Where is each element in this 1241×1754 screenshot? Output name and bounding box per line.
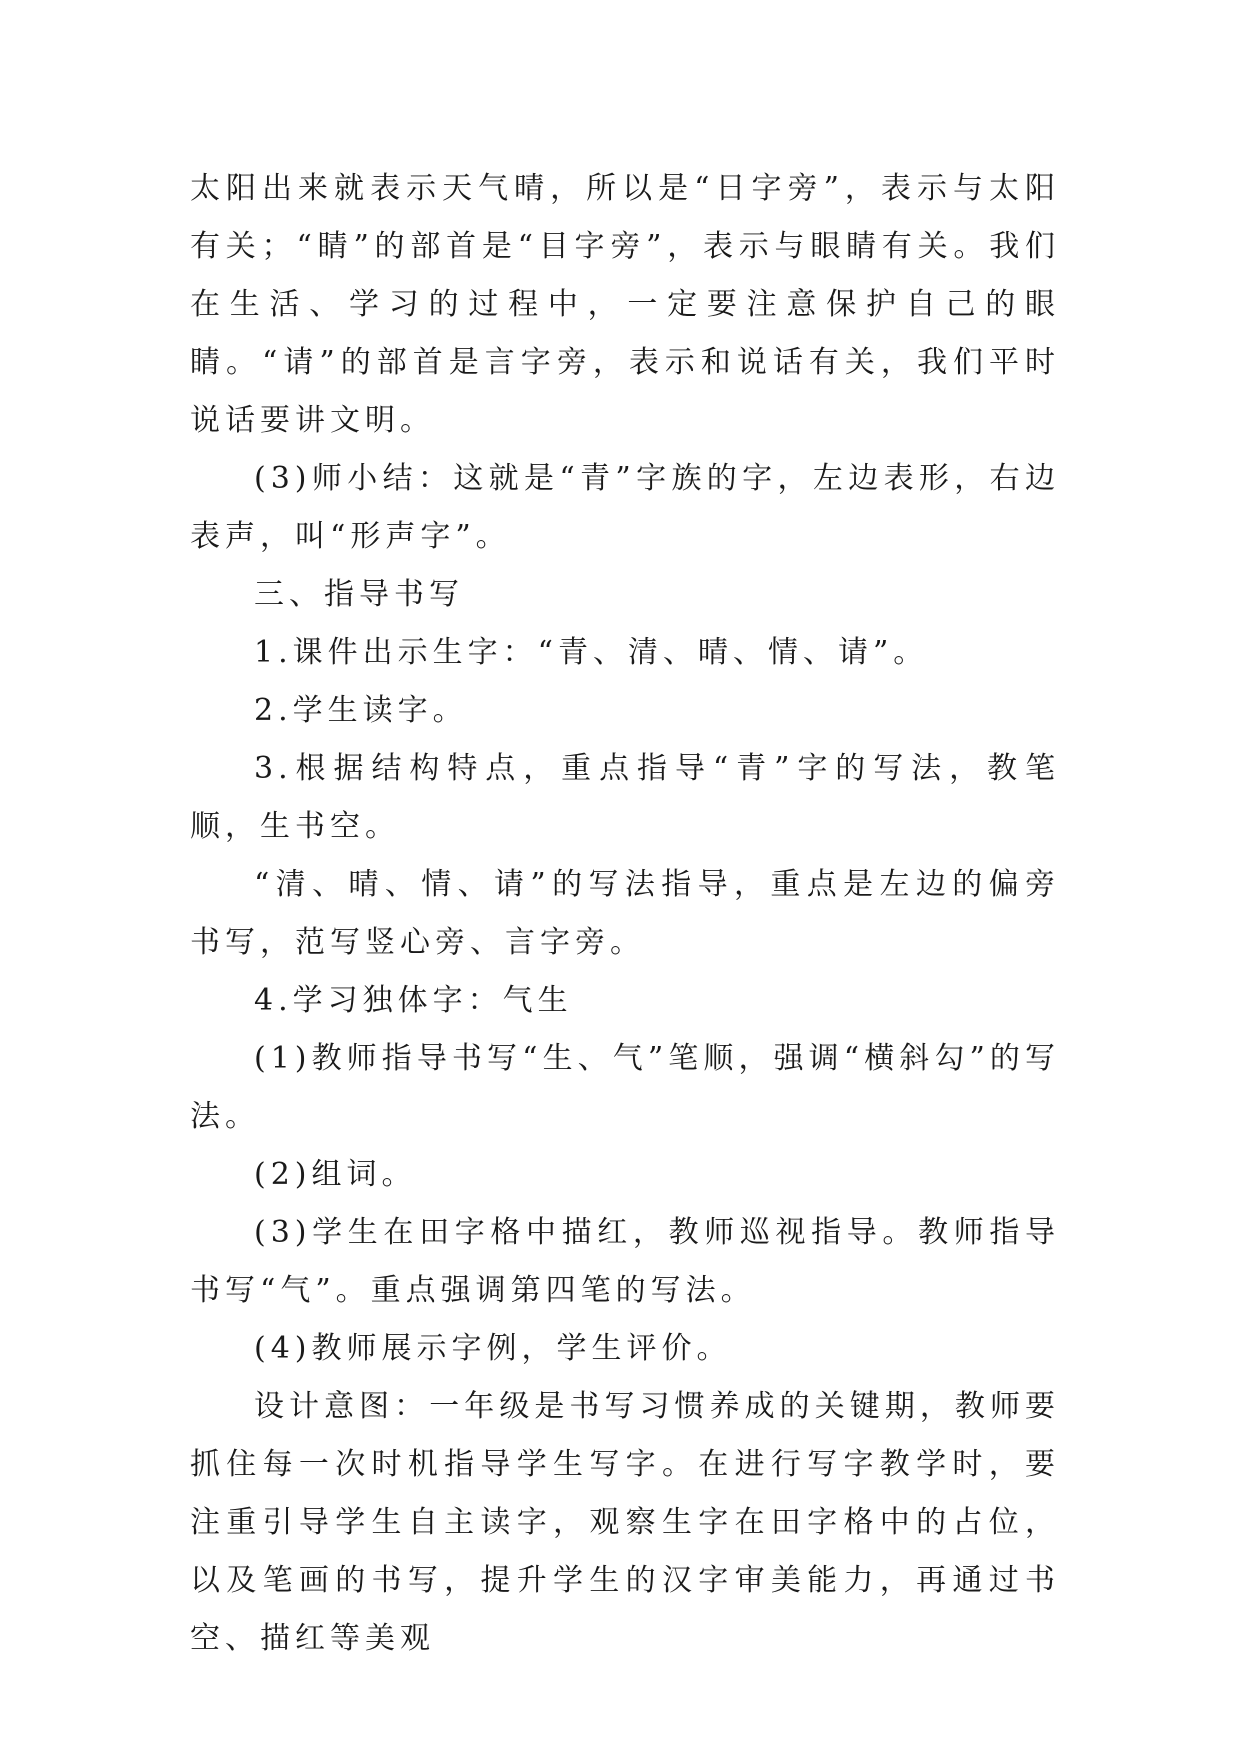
section-heading: 三、指导书写 [254, 577, 464, 612]
paragraph-2: (3)师小结：这就是“青”字族的字，左边表形，右边表声，叫“形声字”。 [190, 461, 1060, 554]
paragraph-11: (3)学生在田字格中描红，教师巡视指导。教师指导书写“气”。重点强调第四笔的写法。 [190, 1215, 1060, 1308]
document-body [190, 160, 1060, 1668]
paragraph-6: 3.根据结构特点，重点指导“青”字的写法，教笔顺，生书空。 [190, 751, 1060, 844]
paragraph-8: 4.学习独体字：气生 [254, 983, 573, 1018]
paragraph-4: 1.课件出示生字：“青、清、晴、情、请”。 [254, 635, 929, 670]
paragraph-5: 2.学生读字。 [254, 693, 468, 728]
paragraph-9: (1)教师指导书写“生、气”笔顺，强调“横斜勾”的写法。 [190, 1041, 1060, 1134]
paragraph-1: 太阳出来就表示天气晴，所以是“日字旁”，表示与太阳有关；“睛”的部首是“目字旁”，表示与眼睛有关。我们在生活、学习的过程中，一定要注意保护自己的眼睛。“请”的部首是言字旁，表示和说话有关，我们平时说话要讲文明。 [190, 171, 1060, 438]
paragraph-12: (4)教师展示字例，学生评价。 [254, 1331, 732, 1366]
paragraph-10: (2)组词。 [254, 1157, 417, 1192]
paragraph-13: 设计意图：一年级是书写习惯养成的关键期，教师要抓住每一次时机指导学生写字。在进行写字教学时，要注重引导学生自主读字，观察生字在田字格中的占位，以及笔画的书写，提升学生的汉字审美能力，再通过书空、描红等美观 [190, 1389, 1060, 1656]
paragraph-7: “清、晴、情、请”的写法指导，重点是左边的偏旁书写，范写竖心旁、言字旁。 [190, 867, 1060, 960]
